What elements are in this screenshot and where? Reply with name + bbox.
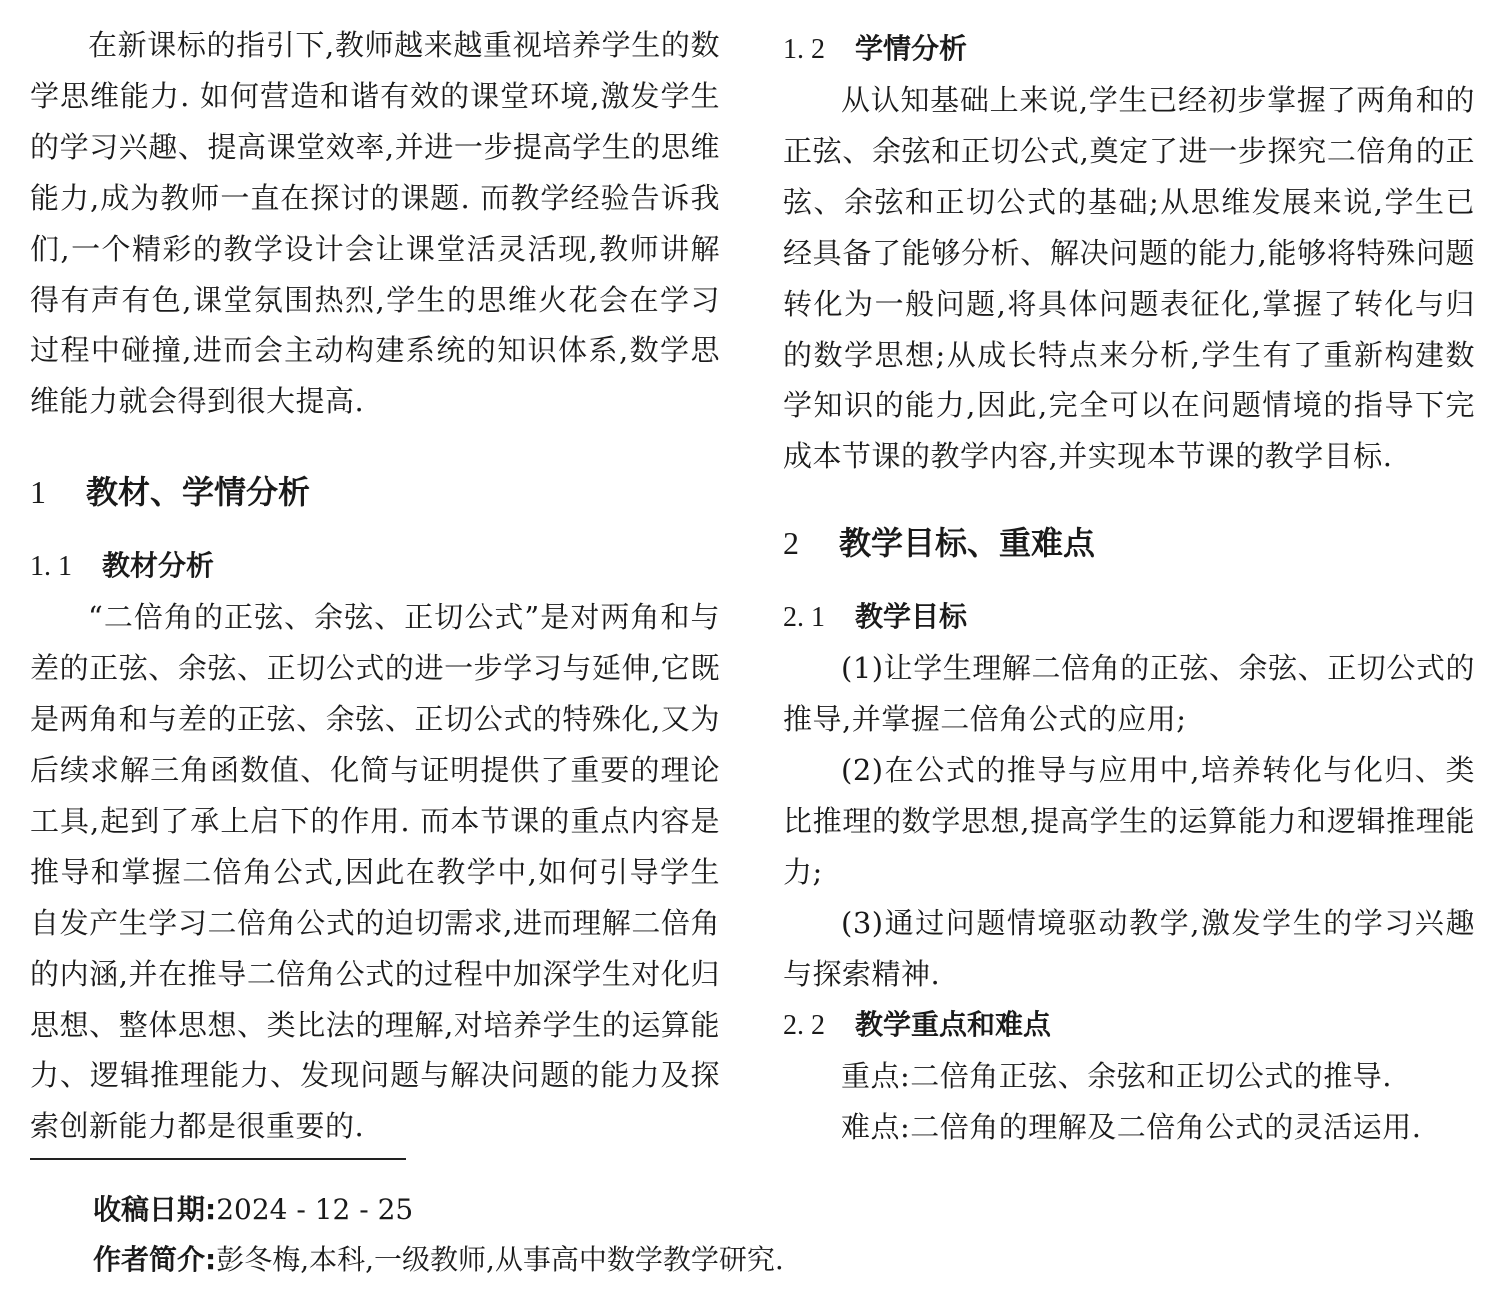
section1-heading bbox=[30, 467, 720, 517]
received-date-line bbox=[93, 1190, 413, 1230]
objective-item-2: (2)在公式的推导与应用中,培养转化与化归、类比推理的数学思想,提高学生的运算能力和逻辑推理能力; bbox=[783, 753, 1475, 889]
author-label: 作者简介: bbox=[93, 1243, 217, 1276]
section2-2-heading bbox=[783, 1000, 1475, 1051]
section1-2-body: 从认知基础上来说,学生已经初步掌握了两角和的正弦、余弦和正切公式,奠定了进一步探究二倍角的正弦、余弦和正切公式的基础;从思维发展来说,学生已经具备了能够分析、解决问题的能力,能够将特殊问题转化为一般问题,将具体问题表征化,掌握了转化与归的数学思想;从成长特点来分析,学生有了重新构建数学知识的能力,因此,完全可以在问题情境的指导下完成本节课的教学内容,并实现本节课的教学目标. bbox=[783, 83, 1475, 474]
intro-paragraph: 在新课标的指引下,教师越来越重视培养学生的数学思维能力. 如何营造和谐有效的课堂环境,激发学生的学习兴趣、提高课堂效率,并进一步提高学生的思维能力,成为教师一直在探讨的课题. 而教学经验告诉我们,一个精彩的教学设计会让课堂活灵活现,教师讲解得有声有色,课堂氛围热烈,学生的思维火花会在学习过程中碰撞,进而会主动构建系统的知识体系,数学思维能力就会得到很大提高. bbox=[30, 28, 720, 419]
section1-1-body: “二倍角的正弦、余弦、正切公式”是对两角和与差的正弦、余弦、正切公式的进一步学习与延伸,它既是两角和与差的正弦、余弦、正切公式的特殊化,又为后续求解三角函数值、化简与证明提供了重要的理论工具,起到了承上启下的作用. 而本节课的重点内容是推导和掌握二倍角公式,因此在教学中,如何引导学生自发产生学习二倍角公式的迫切需求,进而理解二倍角的内涵,并在推导二倍角公式的过程中加深学生对化归思想、整体思想、类比法的理解,对培养学生的运算能力、逻辑推理能力、发现问题与解决问题的能力及探索创新能力都是很重要的. bbox=[30, 600, 720, 1144]
section1-1-title: 教材分析 bbox=[102, 549, 215, 583]
objective-item-3: (3)通过问题情境驱动教学,激发学生的学习兴趣与探索精神. bbox=[783, 905, 1475, 991]
section1-title: 教材、学情分析 bbox=[86, 473, 311, 512]
author-info-line bbox=[93, 1240, 784, 1280]
section1-1-number: 1. 1 bbox=[30, 551, 72, 583]
section1-1-heading bbox=[30, 541, 720, 592]
section2-number: 2 bbox=[783, 525, 799, 562]
received-label: 收稿日期: bbox=[93, 1193, 217, 1226]
objective-item-1: (1)让学生理解二倍角的正弦、余弦、正切公式的推导,并掌握二倍角公式的应用; bbox=[783, 651, 1475, 737]
section1-number: 1 bbox=[30, 474, 46, 511]
section2-1-title: 教学目标 bbox=[855, 600, 968, 634]
section1-2-number: 1. 2 bbox=[783, 34, 825, 65]
received-date: 2024 - 12 - 25 bbox=[216, 1193, 414, 1226]
section2-2-number: 2. 2 bbox=[783, 1009, 825, 1041]
section2-2-title: 教学重点和难点 bbox=[855, 1007, 1052, 1041]
footnote-divider bbox=[30, 1158, 406, 1160]
section2-1-number: 2. 1 bbox=[783, 602, 825, 634]
section2-1-heading bbox=[783, 592, 1475, 643]
left-column bbox=[30, 0, 720, 1152]
section2-heading bbox=[783, 518, 1475, 568]
section2-title: 教学目标、重难点 bbox=[839, 524, 1096, 563]
key-point: 重点:二倍角正弦、余弦和正切公式的推导. bbox=[841, 1058, 1392, 1093]
author-info: 彭冬梅,本科,一级教师,从事高中数学教学研究. bbox=[216, 1243, 784, 1276]
section1-2-title: 学情分析 bbox=[855, 32, 968, 65]
section1-2-heading bbox=[783, 24, 1475, 75]
right-column bbox=[783, 0, 1475, 1152]
difficulty-point: 难点:二倍角的理解及二倍角公式的灵活运用. bbox=[841, 1109, 1422, 1144]
